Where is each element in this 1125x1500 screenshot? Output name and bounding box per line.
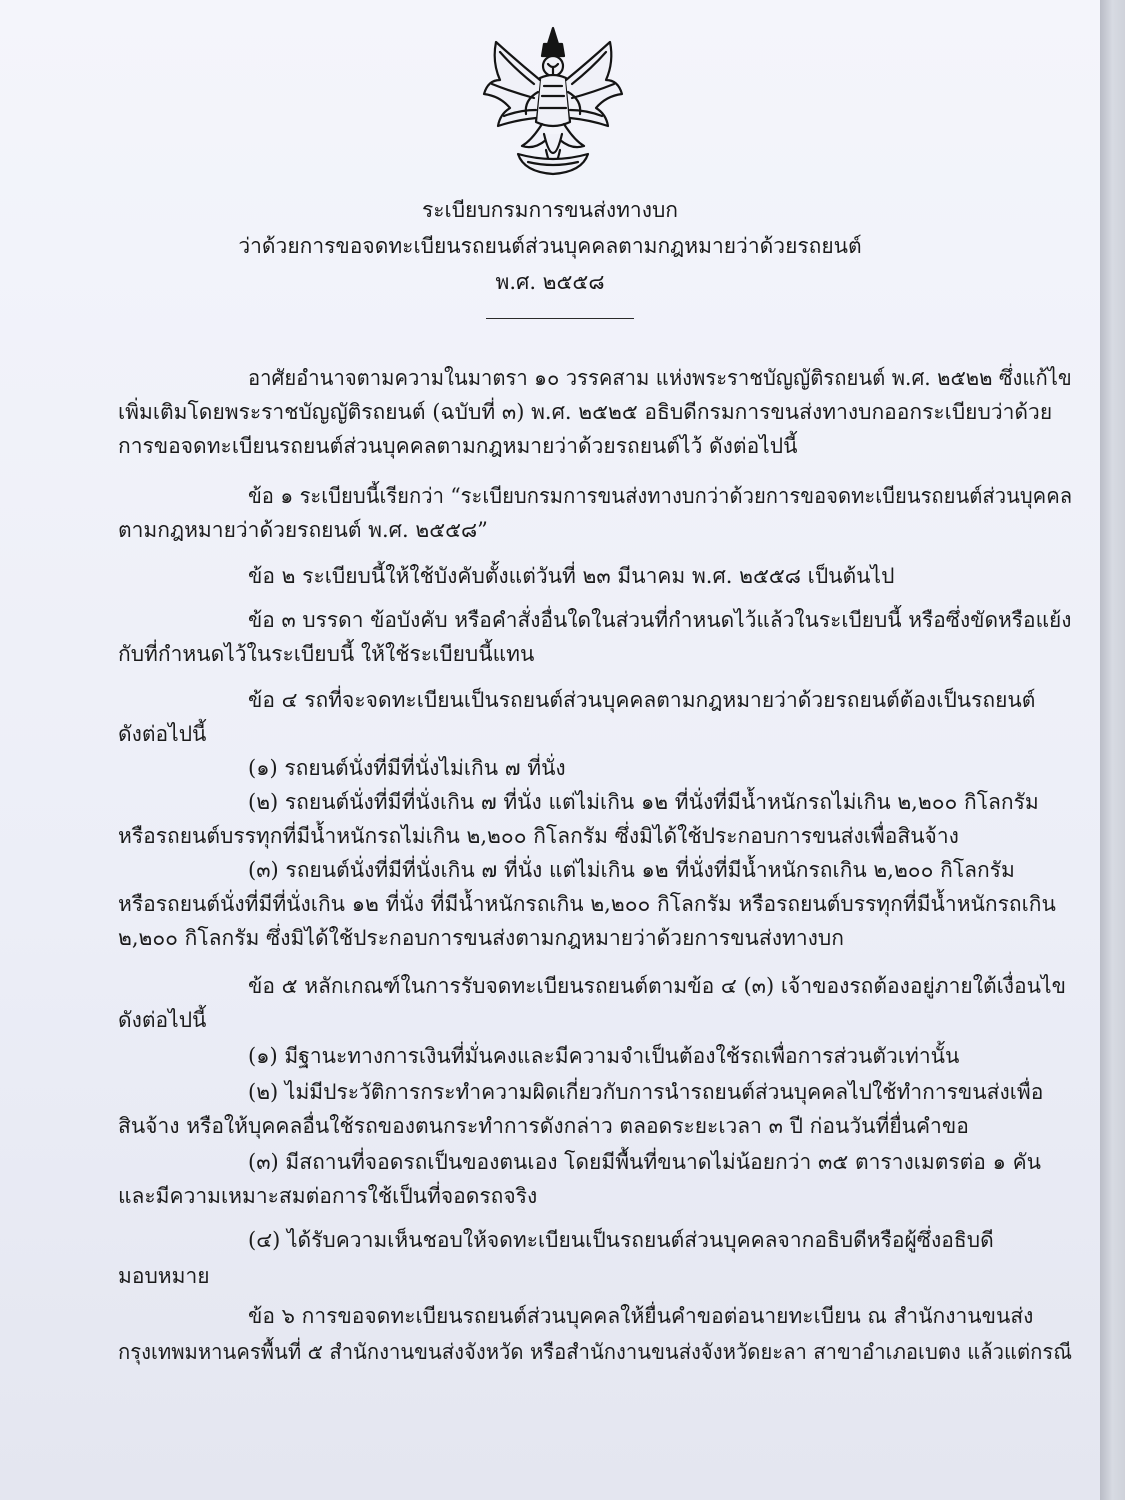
clause-6: ข้อ ๖ การขอจดทะเบียนรถยนต์ส่วนบุคคลให้ยื่นคำขอต่อนายทะเบียน ณ สำนักงานขนส่ง xyxy=(248,1304,1034,1328)
body-line: มอบหมาย xyxy=(118,1264,210,1288)
clause-3: ข้อ ๓ บรรดา ข้อบังคับ หรือคำสั่งอื่นใดในส่วนที่กำหนดไว้แล้วในระเบียบนี้ หรือซึ่งขัดหรือแย้ง xyxy=(248,608,1072,632)
body-line: ๒,๒๐๐ กิโลกรัม ซึ่งมิได้ใช้ประกอบการขนส่งตามกฎหมายว่าด้วยการขนส่งทางบก xyxy=(118,926,844,950)
clause-5-item-1: (๑) มีฐานะทางการเงินที่มั่นคงและมีความจำเป็นต้องใช้รถเพื่อการส่วนตัวเท่านั้น xyxy=(248,1044,960,1068)
clause-4-item-1: (๑) รถยนต์นั่งที่มีที่นั่งไม่เกิน ๗ ที่นั่ง xyxy=(248,756,566,780)
document-header xyxy=(0,192,1100,300)
clause-2: ข้อ ๒ ระเบียบนี้ให้ใช้บังคับตั้งแต่วันที่ ๒๓ มีนาคม พ.ศ. ๒๕๕๘ เป็นต้นไป xyxy=(248,564,895,588)
clause-4-item-3: (๓) รถยนต์นั่งที่มีที่นั่งเกิน ๗ ที่นั่ง แต่ไม่เกิน ๑๒ ที่นั่งที่มีน้ำหนักรถเกิน ๒,๒๐๐ กิโลกรัม xyxy=(248,858,1015,882)
clause-5-item-4: (๔) ได้รับความเห็นชอบให้จดทะเบียนเป็นรถยนต์ส่วนบุคคลจากอธิบดีหรือผู้ซึ่งอธิบดี xyxy=(248,1228,994,1252)
body-line: เพิ่มเติมโดยพระราชบัญญัติรถยนต์ (ฉบับที่ ๓) พ.ศ. ๒๕๒๕ อธิบดีกรมการขนส่งทางบกออกระเบียบว่าด้วย xyxy=(118,400,1053,424)
clause-5: ข้อ ๕ หลักเกณฑ์ในการรับจดทะเบียนรถยนต์ตามข้อ ๔ (๓) เจ้าของรถต้องอยู่ภายใต้เงื่อนไข xyxy=(248,974,1066,998)
document-title: ระเบียบกรมการขนส่งทางบก xyxy=(421,198,679,222)
clause-5-item-2: (๒) ไม่มีประวัติการกระทำความผิดเกี่ยวกับการนำรถยนต์ส่วนบุคคลไปใช้ทำการขนส่งเพื่อ xyxy=(248,1080,1044,1104)
body-line: สินจ้าง หรือให้บุคคลอื่นใช้รถของตนกระทำการดังกล่าว ตลอดระยะเวลา ๓ ปี ก่อนวันที่ยื่นคำขอ xyxy=(118,1114,969,1138)
body-line: ดังต่อไปนี้ xyxy=(118,1008,207,1032)
header-divider xyxy=(486,318,634,319)
body-line: กรุงเทพมหานครพื้นที่ ๕ สำนักงานขนส่งจังหวัด หรือสำนักงานขนส่งจังหวัดยะลา สาขาอำเภอเบตง แล้วแต่กรณี xyxy=(118,1340,1072,1364)
body-line: กับที่กำหนดไว้ในระเบียบนี้ ให้ใช้ระเบียบนี้แทน xyxy=(118,642,535,666)
clause-5-item-3: (๓) มีสถานที่จอดรถเป็นของตนเอง โดยมีพื้นที่ขนาดไม่น้อยกว่า ๓๕ ตารางเมตรต่อ ๑ คัน xyxy=(248,1150,1041,1174)
garuda-emblem-icon xyxy=(478,22,628,188)
clause-4: ข้อ ๔ รถที่จะจดทะเบียนเป็นรถยนต์ส่วนบุคคลตามกฎหมายว่าด้วยรถยนต์ต้องเป็นรถยนต์ xyxy=(248,688,1036,712)
body-line: หรือรถยนต์นั่งที่มีที่นั่งเกิน ๑๒ ที่นั่ง ที่มีน้ำหนักรถเกิน ๒,๒๐๐ กิโลกรัม หรือรถยนต์บรรทุกที่มีน้ำหนักรถเกิน xyxy=(118,892,1056,916)
body-line: การขอจดทะเบียนรถยนต์ส่วนบุคคลตามกฎหมายว่าด้วยรถยนต์ไว้ ดังต่อไปนี้ xyxy=(118,434,798,458)
clause-4-item-2: (๒) รถยนต์นั่งที่มีที่นั่งเกิน ๗ ที่นั่ง แต่ไม่เกิน ๑๒ ที่นั่งที่มีน้ำหนักรถไม่เกิน ๒,๒๐๐ กิโลกรัม xyxy=(248,790,1039,814)
body-line: หรือรถยนต์บรรทุกที่มีน้ำหนักรถไม่เกิน ๒,๒๐๐ กิโลกรัม ซึ่งมิได้ใช้ประกอบการขนส่งเพื่อสินจ้าง xyxy=(118,824,959,848)
body-line: อาศัยอำนาจตามความในมาตรา ๑๐ วรรคสาม แห่งพระราชบัญญัติรถยนต์ พ.ศ. ๒๕๒๒ ซึ่งแก้ไข xyxy=(248,366,1072,390)
body-line: ตามกฎหมายว่าด้วยรถยนต์ พ.ศ. ๒๕๕๘” xyxy=(118,518,488,542)
document-subtitle: ว่าด้วยการขอจดทะเบียนรถยนต์ส่วนบุคคลตามกฎหมายว่าด้วยรถยนต์ xyxy=(238,234,862,258)
body-line: ดังต่อไปนี้ xyxy=(118,722,207,746)
page-edge xyxy=(1100,0,1125,1500)
document-year: พ.ศ. ๒๕๕๘ xyxy=(495,270,605,294)
body-line: และมีความเหมาะสมต่อการใช้เป็นที่จอดรถจริง xyxy=(118,1184,538,1208)
clause-1: ข้อ ๑ ระเบียบนี้เรียกว่า “ระเบียบกรมการขนส่งทางบกว่าด้วยการขอจดทะเบียนรถยนต์ส่วนบุคคล xyxy=(248,484,1073,508)
